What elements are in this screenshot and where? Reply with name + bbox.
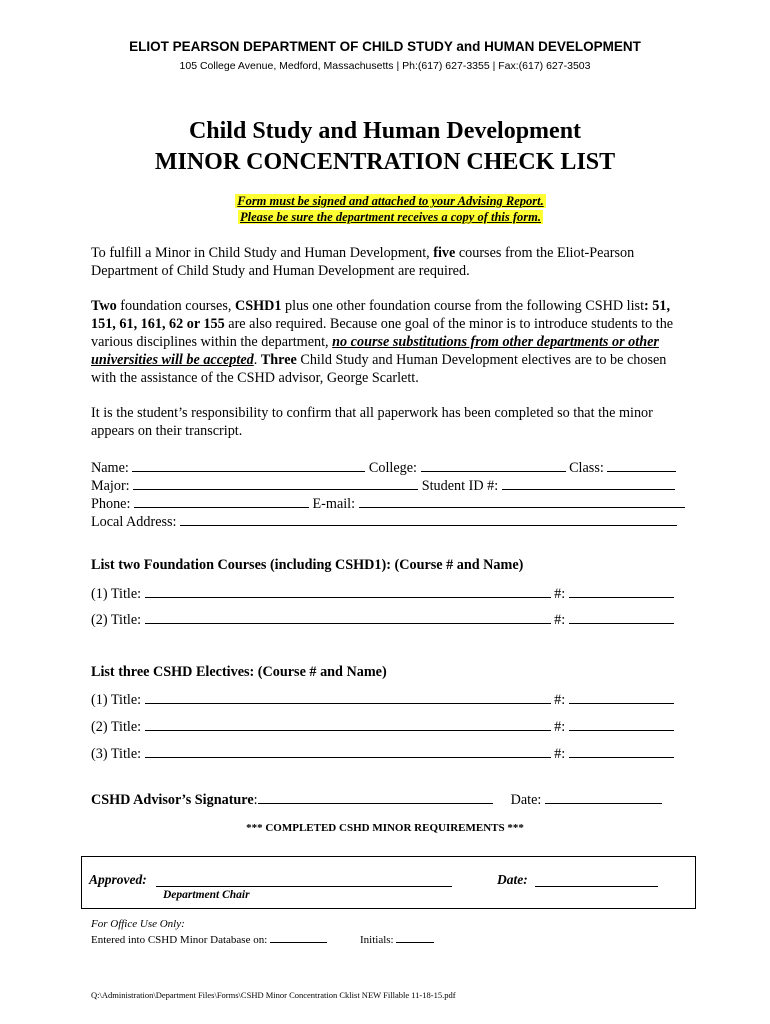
elective-3-number-field[interactable] <box>569 744 674 758</box>
para2-text-4: . <box>253 352 261 368</box>
elective-3-title-field[interactable] <box>145 744 551 758</box>
notice-line-1: Form must be signed and attached to your Advising Report. <box>237 194 544 208</box>
student-row-1 <box>91 458 676 477</box>
phone-label: Phone: <box>91 496 134 512</box>
requirements-paragraph <box>91 244 691 280</box>
para1-text-b: courses from the Eliot-Pearson Department of Child Study and Human Development are required. <box>91 245 635 279</box>
electives-heading: List three CSHD Electives: (Course # and Name) <box>91 664 387 680</box>
college-label: College: <box>365 460 421 476</box>
para2-text-2: plus one other foundation course from the following CSHD list <box>281 298 645 314</box>
para2-text-3: are also required. Because one goal of the minor is to introduce students to the various disciplines within the department, <box>91 316 674 350</box>
advisor-signature-row <box>91 790 662 809</box>
address-label: Local Address: <box>91 514 181 530</box>
elective-2-number-field[interactable] <box>569 717 674 731</box>
title-label: (2) Title: <box>91 719 145 735</box>
department-chair-label: Department Chair <box>163 889 250 901</box>
name-label: Name: <box>91 460 133 476</box>
signature-notice <box>221 193 560 225</box>
title-label: (1) Title: <box>91 586 145 602</box>
document-title: Child Study and Human Development <box>188 118 582 144</box>
database-entry-field[interactable] <box>270 932 327 943</box>
responsibility-paragraph: It is the student’s responsibility to confirm that all paperwork has been completed so that the minor appears on their transcript. <box>91 405 653 439</box>
class-field[interactable] <box>607 458 676 472</box>
para2-three: Three <box>260 352 297 368</box>
file-path-footer: Q:\Administration\Department Files\Forms\CSHD Minor Concentration Cklist NEW Fillable 11-18-15.pdf <box>91 990 456 1000</box>
elective-1-title-field[interactable] <box>145 690 551 704</box>
address-field[interactable] <box>180 512 677 526</box>
elective-row-1 <box>91 690 674 709</box>
email-label: E-mail: <box>308 496 359 512</box>
signature-date-label: Date: <box>510 792 545 808</box>
signature-label: CSHD Advisor’s Signature <box>91 792 254 808</box>
foundation-heading: List two Foundation Courses (including CSHD1): (Course # and Name) <box>91 557 524 573</box>
database-entry-row <box>91 932 327 946</box>
para2-two: Two <box>91 298 117 314</box>
signature-date-field[interactable] <box>545 790 662 804</box>
para2-cshd1: CSHD1 <box>234 298 282 314</box>
foundation-1-number-field[interactable] <box>569 584 674 598</box>
department-header: ELIOT PEARSON DEPARTMENT OF CHILD STUDY and HUMAN DEVELOPMENT <box>129 39 641 54</box>
notice-line-2: Please be sure the department receives a copy of this form. <box>240 210 541 224</box>
student-id-field[interactable] <box>502 476 675 490</box>
elective-row-3 <box>91 744 674 763</box>
name-field[interactable] <box>132 458 365 472</box>
department-address: 105 College Avenue, Medford, Massachusetts | Ph:(617) 627-3355 | Fax:(617) 627-3503 <box>179 60 591 72</box>
approval-box <box>81 856 696 909</box>
elective-row-2 <box>91 717 674 736</box>
number-label: #: <box>550 692 569 708</box>
signature-colon: : <box>253 792 258 808</box>
email-field[interactable] <box>359 494 685 508</box>
major-field[interactable] <box>133 476 418 490</box>
para2-text-1: foundation courses, <box>116 298 235 314</box>
database-entry-label: Entered into CSHD Minor Database on: <box>91 934 268 946</box>
title-label: (2) Title: <box>91 612 145 628</box>
class-label: Class: <box>565 460 608 476</box>
approved-signature-field[interactable] <box>156 886 452 887</box>
initials-label: Initials: <box>360 934 394 946</box>
foundation-paragraph <box>91 297 691 387</box>
college-field[interactable] <box>421 458 566 472</box>
para2-course-list: : 51, 151, 61, 161, 62 or 155 <box>91 298 671 332</box>
initials-field[interactable] <box>396 932 434 943</box>
para2-no-substitutions: no course substitutions from other departments or other universities will be accepted <box>91 334 659 368</box>
number-label: #: <box>550 746 569 762</box>
para1-bold: five <box>433 245 456 261</box>
foundation-2-number-field[interactable] <box>569 610 674 624</box>
para2-text-5: Child Study and Human Development electives are to be chosen with the assistance of the CSHD advisor, George Scarlett. <box>91 352 667 386</box>
document-subtitle: MINOR CONCENTRATION CHECK LIST <box>154 149 616 175</box>
elective-2-title-field[interactable] <box>145 717 551 731</box>
foundation-2-title-field[interactable] <box>145 610 551 624</box>
student-row-4 <box>91 512 677 531</box>
phone-field[interactable] <box>134 494 309 508</box>
student-row-3 <box>91 494 685 513</box>
initials-row <box>360 932 434 946</box>
number-label: #: <box>550 719 569 735</box>
student-id-label: Student ID #: <box>418 478 502 494</box>
completed-requirements-heading: *** COMPLETED CSHD MINOR REQUIREMENTS *** <box>246 822 524 834</box>
foundation-row-2 <box>91 610 674 629</box>
para1-text-a: To fulfill a Minor in Child Study and Human Development, <box>91 245 434 261</box>
elective-1-number-field[interactable] <box>569 690 674 704</box>
approval-date-field[interactable] <box>535 886 658 887</box>
title-label: (1) Title: <box>91 692 145 708</box>
foundation-row-1 <box>91 584 674 603</box>
number-label: #: <box>550 612 569 628</box>
foundation-1-title-field[interactable] <box>145 584 551 598</box>
title-label: (3) Title: <box>91 746 145 762</box>
office-use-label: For Office Use Only: <box>91 918 185 930</box>
major-label: Major: <box>91 478 134 494</box>
approved-label: Approved: <box>89 872 147 887</box>
advisor-signature-field[interactable] <box>258 790 493 804</box>
approval-date-label: Date: <box>497 872 528 887</box>
student-row-2 <box>91 476 675 495</box>
number-label: #: <box>550 586 569 602</box>
